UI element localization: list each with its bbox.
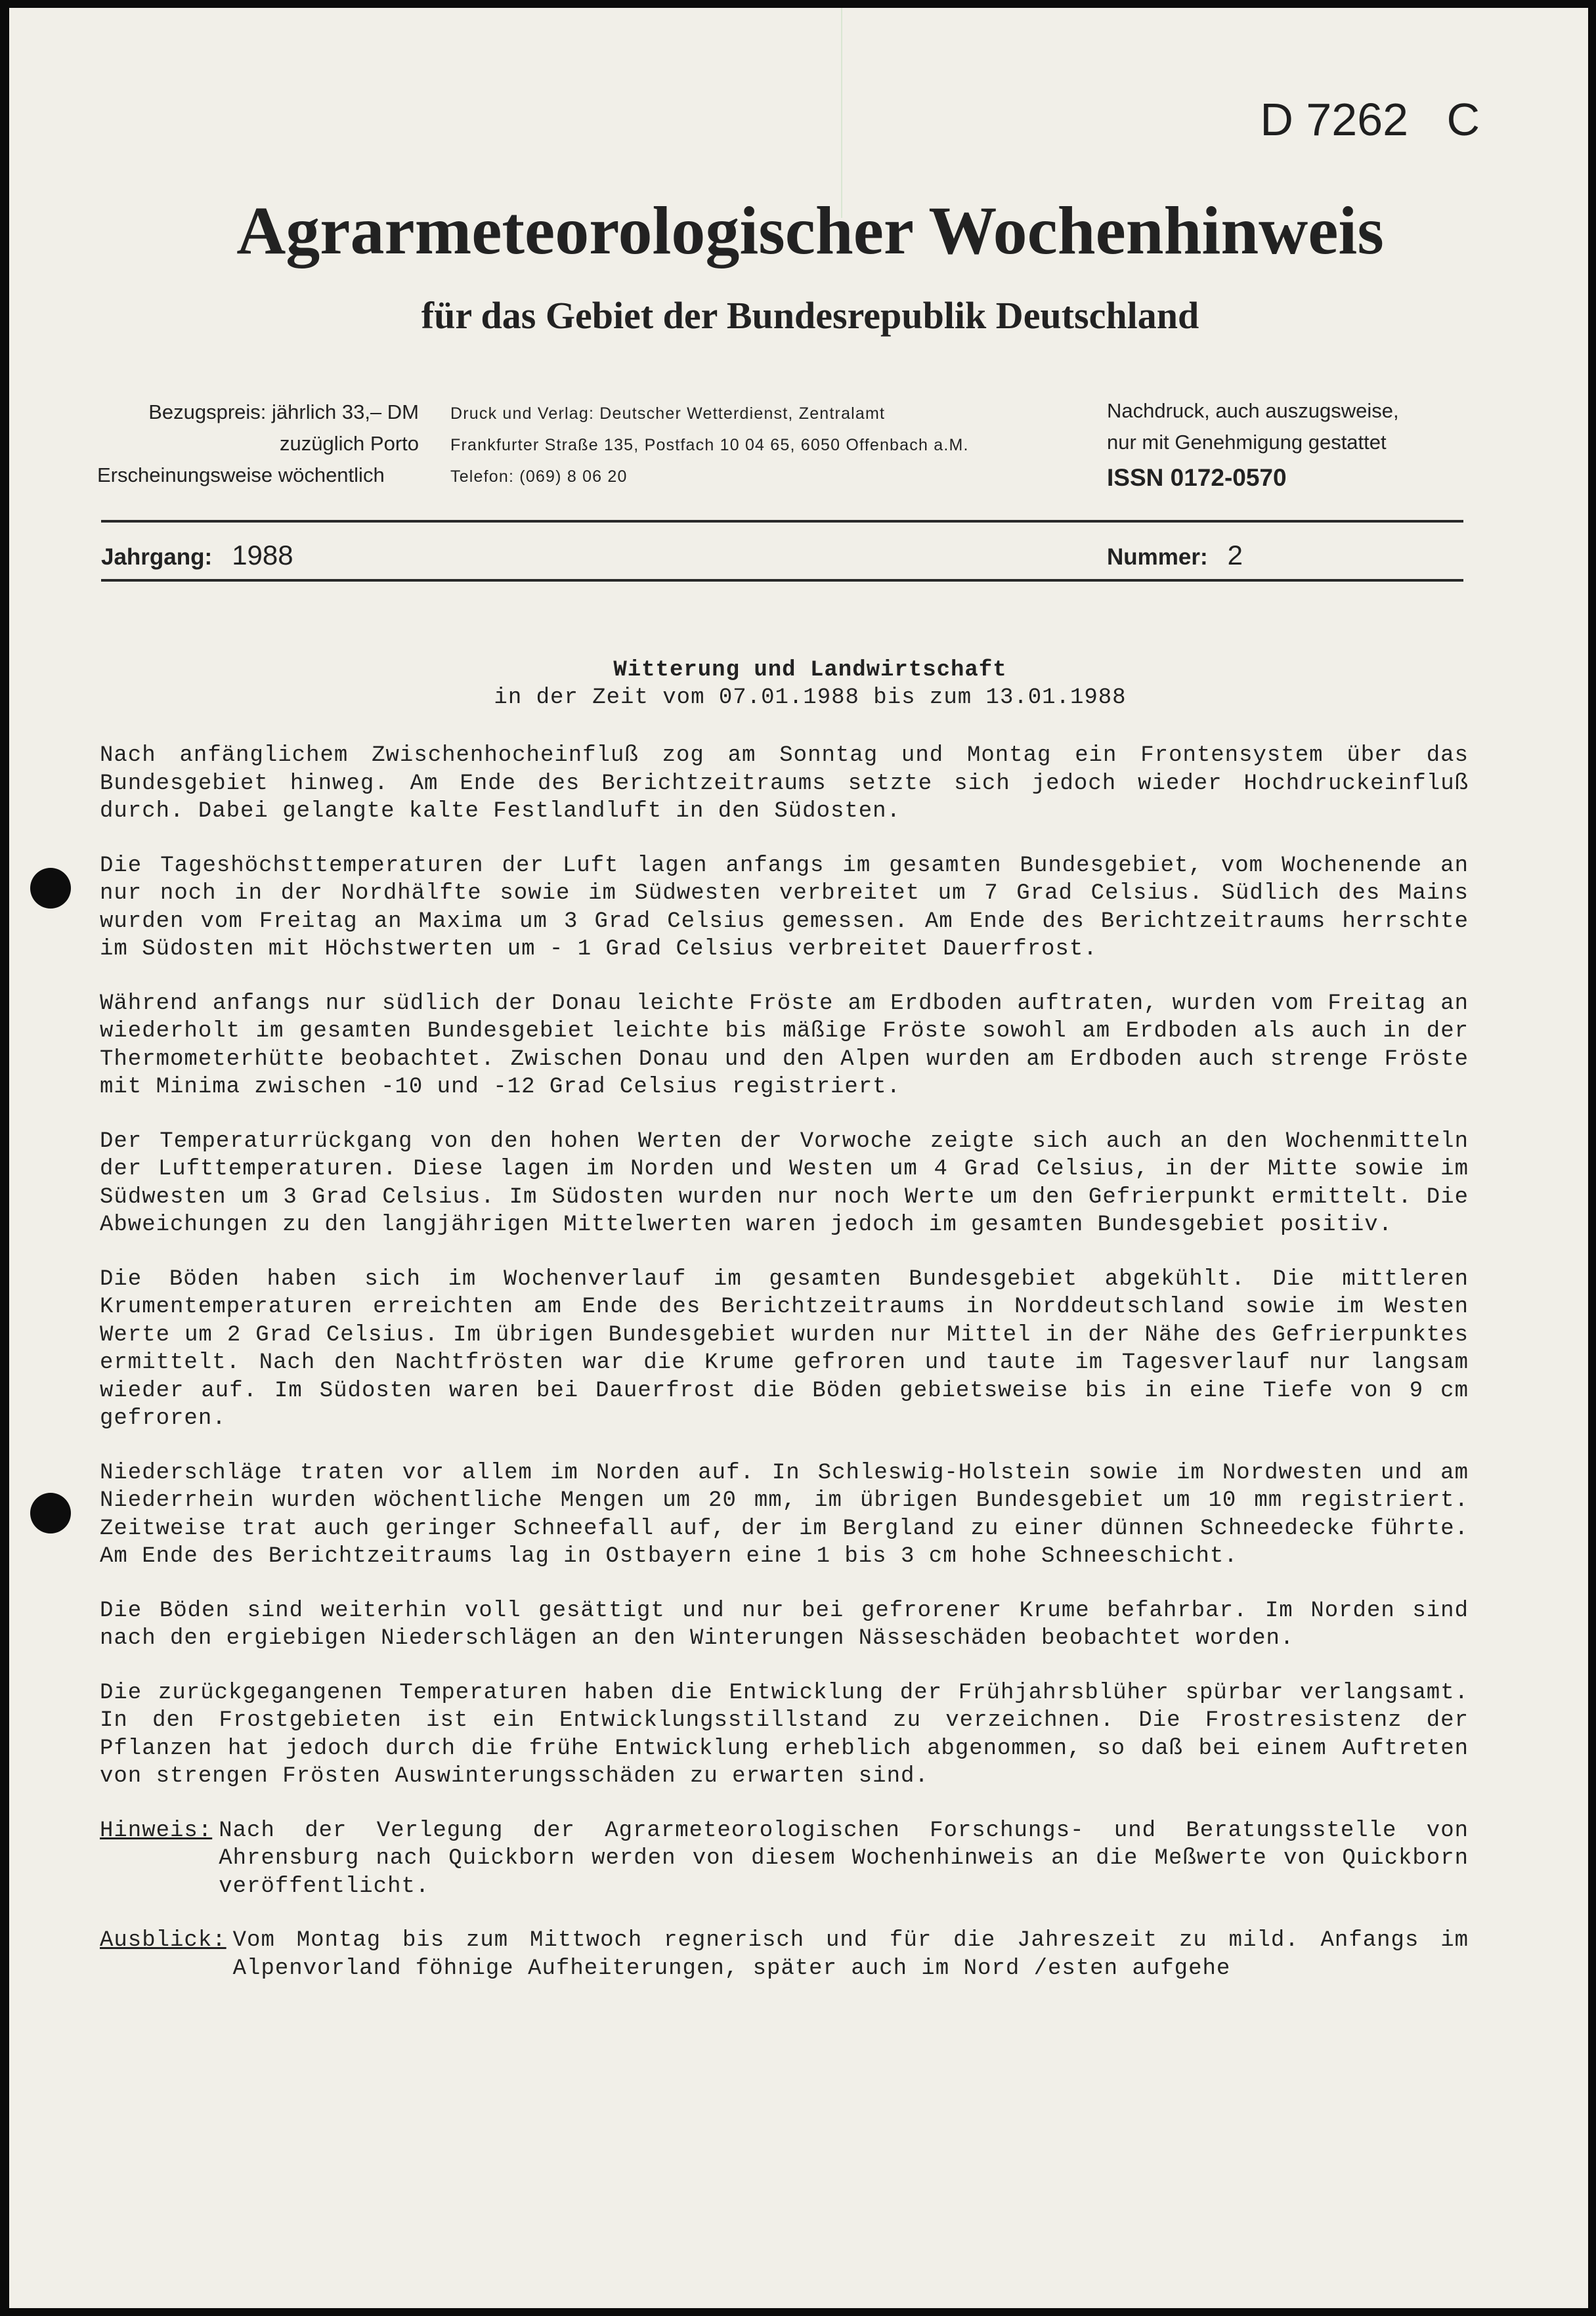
paragraph: Der Temperaturrückgang von den hohen Werten der Vorwoche zeigte sich auch an den Wochenmitteln der Lufttemperaturen. Diese lagen im Norden und Westen um 4 Grad Celsius, in der Mitte sowie im Südwesten um 3 Grad Celsius. Im Südosten wurden nur noch Werte um den Gefrierpunkt ermittelt. Die Abweichungen zu den langjährigen Mittelwerten waren jedoch im gesamten Bundesgebiet positiv. xyxy=(100,1128,1469,1237)
paragraph: Die Tageshöchsttemperaturen der Luft lagen anfangs im gesamten Bundesgebiet, vom Wochenende an nur noch in der Nordhälfte sowie im Südwesten verbreitet um 7 Grad Celsius. Südlich des Mains wurden vom Freitag an Maxima um 3 Grad Celsius gemessen. Am Ende des Berichtzeitraums herrschte im Südosten mit Höchstwerten um - 1 Grad Celsius verbreitet Dauerfrost. xyxy=(100,853,1469,962)
nummer xyxy=(1107,540,1243,571)
paragraph: Nach anfänglichem Zwischenhocheinfluß zog am Sonntag und Montag ein Frontensystem über das Bundesgebiet hinweg. Am Ende des Berichtzeitraums setzte sich jedoch wieder Hochdruckeinfluß durch. Dabei gelangte kalte Festlandluft in den Südosten. xyxy=(100,743,1469,824)
ausblick-text: Vom Montag bis zum Mittwoch regnerisch und für die Jahreszeit zu mild. Anfangs im Alpenvorland föhnige Aufheiterungen, später auch im Nord /esten aufgehe xyxy=(232,1928,1469,1981)
punch-hole-top xyxy=(30,868,71,909)
paragraph: Während anfangs nur südlich der Donau leichte Fröste am Erdboden auftraten, wurden vom Freitag an wiederholt im gesamten Bundesgebiet leichte bis mäßige Fröste sowohl am Erdboden als auch in der Thermometerhütte beobachtet. Zwischen Donau und den Alpen wurden am Erdboden auch strenge Fröste mit Minima zwischen -10 und -12 Grad Celsius registriert. xyxy=(100,991,1469,1100)
page-title: Agrarmeteorologischer Wochenhinweis xyxy=(236,193,1384,268)
price-line: Bezugspreis: jährlich 33,– DM xyxy=(148,400,419,423)
paragraph: Die zurückgegangenen Temperaturen haben die Entwicklung der Frühjahrsblüher spürbar verlangsamt. In den Frostgebieten ist ein Entwicklungsstillstand zu verzeichnen. Die Frostresistenz der Pflanzen hat jedoch durch die frühe Entwicklung erheblich abgenommen, so daß bei einem Auftreten von strengen Frösten Auswinterungsschäden zu erwarten sind. xyxy=(100,1680,1469,1789)
report-body xyxy=(100,742,1469,2009)
divider-bottom xyxy=(101,579,1463,582)
publisher-address xyxy=(450,398,969,492)
divider-top xyxy=(101,520,1463,523)
subscription-info xyxy=(97,397,419,491)
postage-line: zuzüglich Porto xyxy=(280,432,419,455)
paragraph: Die Böden haben sich im Wochenverlauf im gesamten Bundesgebiet abgekühlt. Die mittleren Krumentemperaturen erreichten am Ende des Berichtzeitraums in Norddeutschland sowie im Westen Werte um 2 Grad Celsius. Im übrigen Bundesgebiet wurden nur Mittel in der Nähe des Gefrierpunktes ermittelt. Nach den Nachtfrösten war die Krume gefroren und taute im Tagesverlauf nur langsam wieder auf. Im Südosten waren bei Dauerfrost die Böden gebietsweise bis in eine Tiefe von 9 cm gefroren. xyxy=(100,1266,1469,1431)
address-line: Frankfurter Straße 135, Postfach 10 04 65, 6050 Offenbach a.M. xyxy=(450,436,969,454)
issn: ISSN 0172-0570 xyxy=(1107,464,1287,491)
jahrgang-label: Jahrgang: xyxy=(101,544,213,570)
section-period: in der Zeit vom 07.01.1988 bis zum 13.01.1988 xyxy=(494,685,1127,710)
punch-hole-bottom xyxy=(30,1493,71,1533)
document-code: D 7262 C xyxy=(1260,94,1480,145)
hinweis-note xyxy=(100,1817,1469,1901)
phone-line: Telefon: (069) 8 06 20 xyxy=(450,467,628,486)
document-page xyxy=(9,8,1588,2308)
ausblick-note xyxy=(100,1927,1469,1983)
ausblick-label: Ausblick: xyxy=(100,1928,226,1953)
publisher-line: Druck und Verlag: Deutscher Wetterdienst, Zentralamt xyxy=(450,404,886,423)
jahrgang-value: 1988 xyxy=(232,540,293,570)
fold-mark xyxy=(841,8,842,218)
nummer-value: 2 xyxy=(1227,540,1243,570)
paragraph: Die Böden sind weiterhin voll gesättigt und nur bei gefrorener Krume befahrbar. Im Norden sind nach den ergiebigen Niederschlägen an den Winterungen Nässeschäden beobachtet worden. xyxy=(100,1598,1469,1651)
copyright-info xyxy=(1107,395,1399,494)
paragraph: Niederschläge traten vor allem im Norden auf. In Schleswig-Holstein sowie im Nordwesten und am Niederrhein wurden wöchentliche Mengen um 20 mm, im übrigen Bundesgebiet um 10 mm registriert. Zeitweise trat auch geringer Schneefall auf, der im Bergland zu einer dünnen Schneedecke führte. Am Ende des Berichtzeitraums lag in Ostbayern eine 1 bis 3 cm hohe Schneeschicht. xyxy=(100,1460,1469,1569)
hinweis-text: Nach der Verlegung der Agrarmeteorologischen Forschungs- und Beratungsstelle von Ahrensburg nach Quickborn werden von diesem Wochenhinweis an die Meßwerte von Quickborn veröffentlicht. xyxy=(219,1818,1469,1899)
copyright-line-1: Nachdruck, auch auszugsweise, xyxy=(1107,399,1399,422)
section-title: Witterung und Landwirtschaft xyxy=(613,658,1007,683)
jahrgang xyxy=(101,540,293,571)
frequency-line: Erscheinungsweise wöchentlich xyxy=(97,463,385,486)
page-subtitle: für das Gebiet der Bundesrepublik Deutschland xyxy=(421,294,1199,337)
copyright-line-2: nur mit Genehmigung gestattet xyxy=(1107,431,1387,454)
hinweis-label: Hinweis: xyxy=(100,1818,213,1843)
nummer-label: Nummer: xyxy=(1107,544,1208,570)
